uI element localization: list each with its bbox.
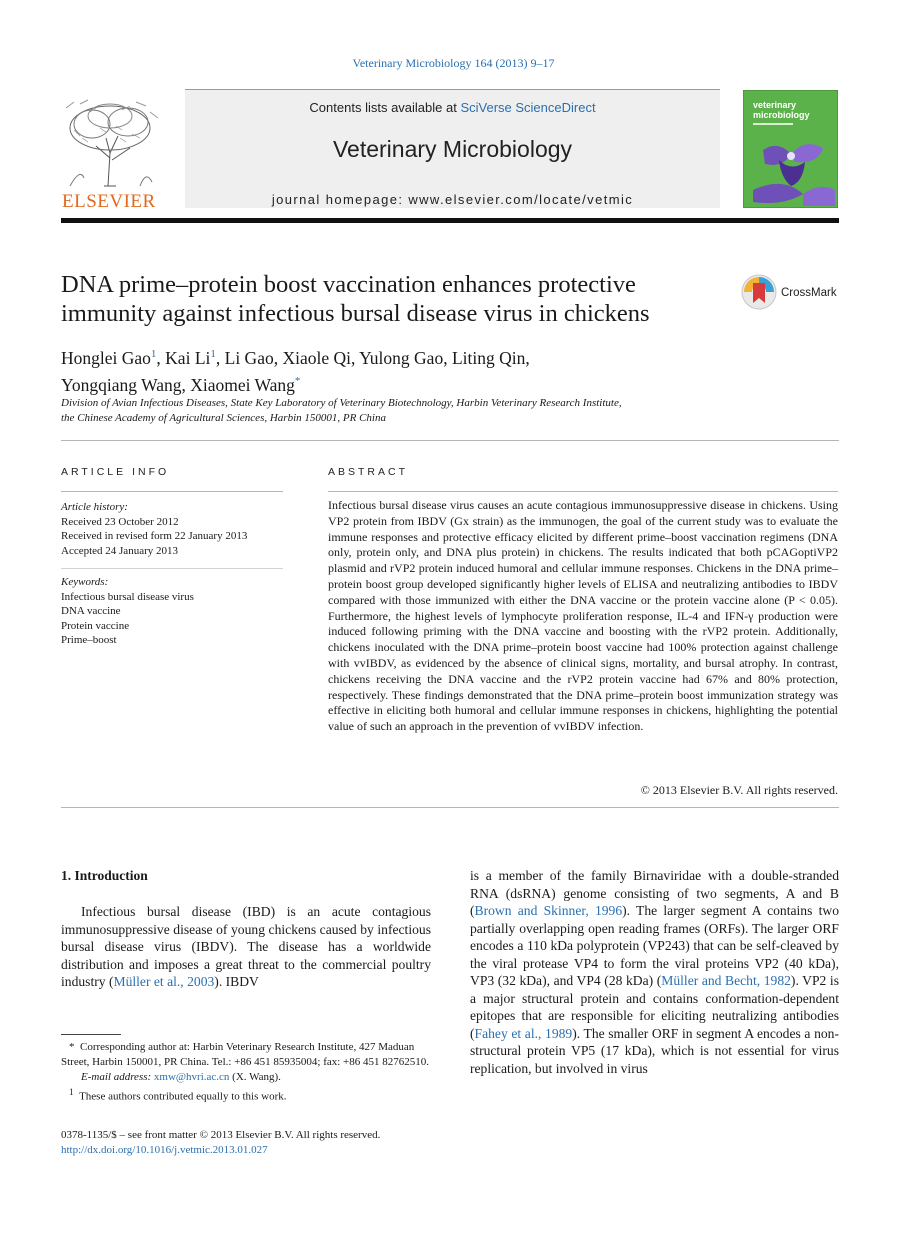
footnotes [61, 1040, 433, 1105]
author-line-2: Yongqiang Wang, Xiaomei Wang* [61, 374, 301, 395]
email-footnote: E-mail address: xmw@hvri.ac.cn (X. Wang). [81, 1071, 281, 1083]
journal-cover-icon[interactable] [743, 90, 838, 208]
intro-left-column [61, 903, 431, 991]
affiliation-rule [61, 440, 839, 441]
keywords-rule [61, 568, 283, 569]
doi-link[interactable]: http://dx.doi.org/10.1016/j.vetmic.2013.01.027 [61, 1144, 268, 1156]
intro-paragraph: Infectious bursal disease (IBD) is an acute contagious immunosuppressive disease of young chickens caused by infectious bursal disease virus (IBDV). The disease has a worldwide distribution and imposes a great threat to the commercial poultry industry (Müller et al., 2003). IBDV [61, 904, 431, 989]
citation-link[interactable]: Fahey et al., 1989 [474, 1025, 573, 1041]
homepage-link[interactable]: www.elsevier.com/locate/vetmic [408, 192, 634, 207]
keywords [61, 575, 291, 648]
author-name[interactable]: Xiaole Qi [282, 347, 351, 368]
author-name[interactable]: Yulong Gao [359, 347, 444, 368]
article-info-rule [61, 491, 283, 492]
keyword: Infectious bursal disease virus [61, 590, 194, 603]
history-label: Article history: [61, 501, 128, 513]
keyword: Protein vaccine [61, 619, 130, 632]
issn-line: 0378-1135/$ – see front matter © 2013 Elsevier B.V. All rights reserved. [61, 1129, 381, 1141]
journal-name: Veterinary Microbiology [332, 136, 573, 162]
author-list [61, 343, 701, 397]
journal-reference[interactable]: Veterinary Microbiology 164 (2013) 9–17 [352, 56, 555, 70]
author-mark[interactable]: 1 [150, 348, 157, 360]
email-link[interactable]: xmw@hvri.ac.cn [153, 1071, 230, 1083]
crossmark-label: CrossMark [781, 287, 837, 299]
abstract-text: Infectious bursal disease virus causes an acute contagious immunosuppressive disease in chickens. Using VP2 protein from IBDV (Gx strain) as the immunogen, the goal of the current study was to evaluate the immune responses and protective efficacy elicited by different prime–boost vaccination regimens (DNA only, protein only, and DNA plus protein) in chickens. The results indicated that both pCAGoptiVP2 plasmid and rVP2 protein induced humoral and cellular immune responses. Chickens in the DNA prime–protein boost group developed significantly higher levels of ELISA and neutralizing antibodies to IBDV compared with those immunized with either the DNA vaccine or the protein vaccine alone (P < 0.05). Furthermore, the highest levels of lymphocyte proliferation response, IL-4 and IFN-γ production were induced following priming with the DNA vaccine and boosting with the rVP2 protein. Additionally, chickens inoculated with the DNA prime–protein boost vaccine had 100% protection against challenge with vvIBDV, as evidenced by the absence of clinical signs, mortality, and bursal atrophy. In contrast, chickens receiving the DNA vaccine and the rVP2 protein vaccine had 67% and 80% protection, respectively. These findings demonstrated that the DNA prime–protein boost immunization strategy was effective in eliciting both humoral and cellular immune responses in chickens, highlighting the potential value of such an approach in the prevention of vvIBDV infection. [328, 498, 838, 734]
sciencedirect-link[interactable]: SciVerse ScienceDirect [460, 100, 596, 115]
affiliation: Division of Avian Infectious Diseases, State Key Laboratory of Veterinary Biotechnology, Harbin Veterinary Research Institute, the Chinese Academy of Agricultural Sciences, Harbin 150001, PR China [61, 397, 622, 424]
intro-right-column [470, 867, 839, 1077]
author-name[interactable]: Kai Li [165, 347, 211, 368]
author-name[interactable]: Xiaomei Wang [190, 374, 295, 395]
citation-link[interactable]: Müller et al., 2003 [113, 974, 215, 989]
revised-date: Received in revised form 22 January 2013 [61, 530, 248, 542]
crossmark-icon [741, 274, 777, 310]
keywords-label: Keywords: [61, 576, 109, 588]
abstract-rule [328, 491, 838, 492]
contents-prefix: Contents lists available at [309, 100, 461, 115]
homepage-prefix: journal homepage: [271, 192, 409, 207]
author-name[interactable]: Honglei Gao [61, 347, 151, 368]
svg-text:microbiology: microbiology [753, 110, 810, 120]
footnote-rule [61, 1034, 121, 1035]
cover-title: veterinary [753, 100, 797, 110]
article-info-heading: ARTICLE INFO [61, 466, 170, 478]
title-line-1: DNA prime–protein boost vaccination enhances protective [61, 271, 636, 298]
received-date: Received 23 October 2012 [61, 515, 179, 528]
citation-link[interactable]: Brown and Skinner, 1996 [474, 903, 623, 918]
author-mark[interactable]: 1 [210, 348, 216, 360]
abstract-bottom-rule [61, 807, 839, 808]
front-matter-info [61, 1128, 461, 1158]
accepted-date: Accepted 24 January 2013 [61, 544, 178, 557]
corresponding-author-mark[interactable]: * [294, 374, 301, 387]
article-title [61, 270, 721, 328]
crossmark-badge[interactable] [741, 274, 841, 314]
keyword: DNA vaccine [61, 605, 121, 617]
journal-homepage [185, 192, 720, 207]
section-heading-introduction: 1. Introduction [61, 868, 148, 883]
citation-link[interactable]: Müller and Becht, 1982 [661, 973, 791, 988]
abstract-heading: ABSTRACT [328, 466, 409, 478]
author-line-1: Honglei Gao$^1$, Kai Li$^1$, Li Gao, Xiaole Qi, Yulong Gao, Liting Qin, [61, 347, 530, 368]
keyword: Prime–boost [61, 634, 117, 646]
corresponding-author-footnote: * Corresponding author at: Harbin Veterinary Research Institute, 427 Maduan Street, Harbin 150001, PR China. Tel.: +86 451 85935004; fax: +86 451 82762510. [61, 1041, 429, 1068]
intro-paragraph-continued: is a member of the family Birnaviridae with a double-stranded RNA (dsRNA) genome consisting of two segments, A and B (Brown and Skinner, 1996). The larger segment A contains two partially overlapping open reading frames (ORFs). The larger ORF encodes a 110 kDa polyprotein (VP243) that can be self-cleaved by the viral protease VP4 to form the viral proteins VP2 (40 kDa), VP3 (32 kDa), and VP4 (28 kDa) (Müller and Becht, 1982). VP2 is a major structural protein and contains conformation-dependent epitopes that are responsible for eliciting neutralizing antibodies (Fahey et al., 1989). The smaller ORF in segment A encodes a non-structural protein VP5 (17 kDa), which is not essential for virus replication, but involved in virus [470, 868, 839, 1076]
contents-line [185, 100, 720, 115]
abstract-copyright: © 2013 Elsevier B.V. All rights reserved. [640, 783, 838, 797]
header-thick-rule [61, 218, 839, 223]
title-line-2: immunity against infectious bursal disease virus in chickens [61, 300, 650, 327]
author-name[interactable]: Yongqiang Wang [61, 374, 182, 395]
elsevier-wordmark: ELSEVIER [62, 191, 156, 212]
article-history [61, 500, 291, 558]
equal-contribution-footnote: $^1$ These authors contributed equally to this work. [69, 1087, 287, 1103]
author-name[interactable]: Li Gao [224, 347, 274, 368]
author-name[interactable]: Liting Qin [451, 347, 526, 368]
